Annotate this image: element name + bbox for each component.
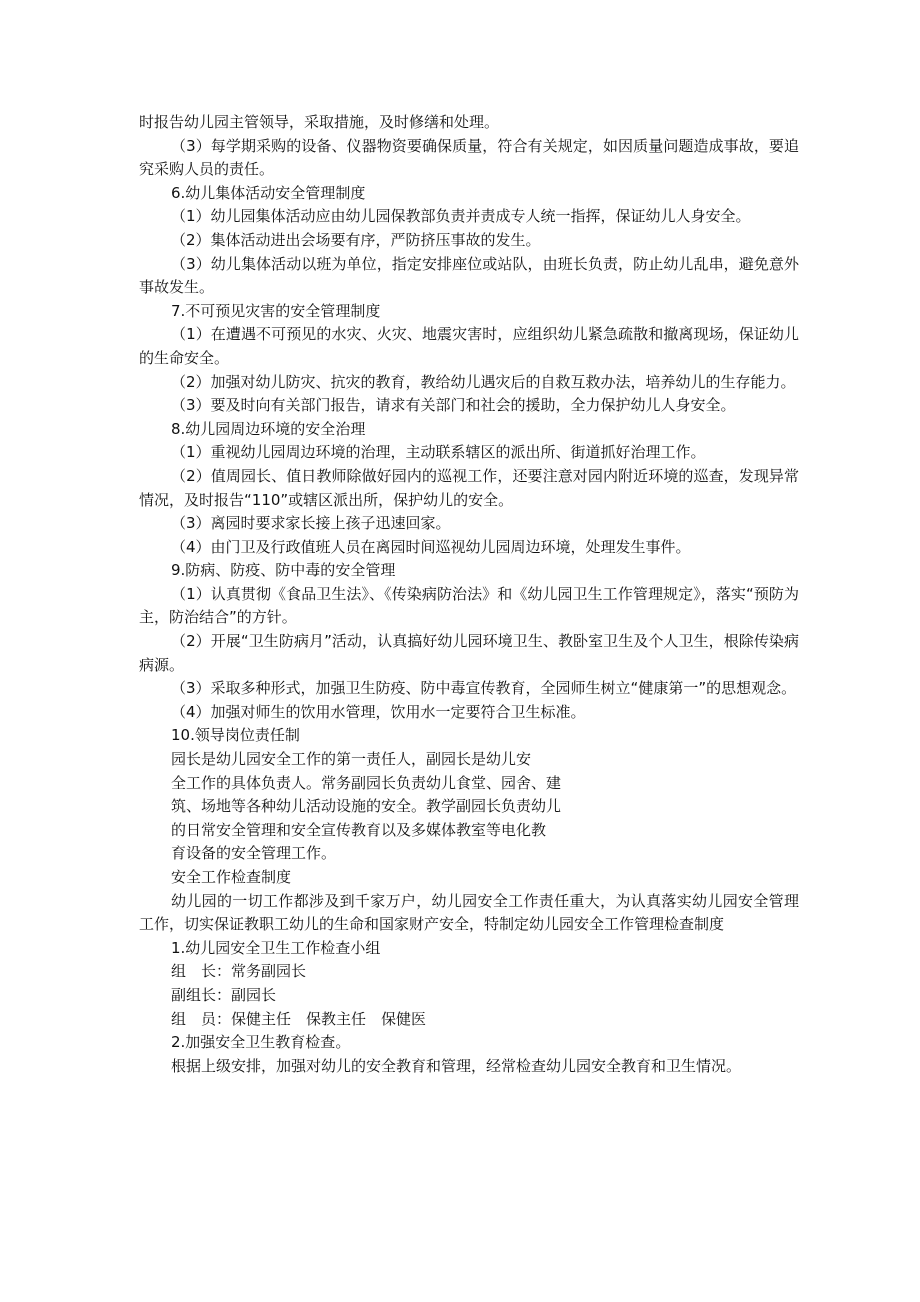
paragraph: （2）加强对幼儿防灾、抗灾的教育，教给幼儿遇灾后的自救互救办法，培养幼儿的生存能力。 — [171, 372, 796, 391]
paragraph: 园长是幼儿园安全工作的第一责任人，副园长是幼儿安 — [171, 750, 532, 769]
paragraph: 安全工作检查制度 — [171, 868, 292, 886]
paragraph: （1）重视幼儿园周边环境的治理，主动联系辖区的派出所、街道抓好治理工作。 — [171, 443, 706, 462]
paragraph: 育设备的安全管理工作。 — [171, 844, 337, 863]
paragraph: （1）幼儿园集体活动应由幼儿园保教部负责并责成专人统一指挥，保证幼儿人身安全。 — [171, 207, 751, 226]
paragraph: （2）开展“卫生防病月”活动，认真搞好幼儿园环境卫生、教卧室卫生及个人卫生，根除传染病病源。 — [139, 632, 799, 674]
paragraph: （3）要及时向有关部门报告，请求有关部门和社会的援助，全力保护幼儿人身安全。 — [171, 396, 736, 415]
paragraph: （4）由门卫及行政值班人员在离园时间巡视幼儿园周边环境，处理发生事件。 — [171, 537, 691, 556]
paragraph: 副组长：副园长 — [171, 985, 277, 1004]
paragraph: （3）幼儿集体活动以班为单位，指定安排座位或站队，由班长负责，防止幼儿乱串，避免意外事故发生。 — [139, 254, 799, 297]
paragraph: 筑、场地等各种幼儿活动设施的安全。教学副园长负责幼儿 — [171, 797, 562, 816]
document-page — [139, 111, 799, 1078]
paragraph: 1.幼儿园安全卫生工作检查小组 — [171, 938, 381, 957]
paragraph: 8.幼儿园周边环境的安全治理 — [171, 419, 366, 438]
paragraph: 幼儿园的一切工作都涉及到千家万户，幼儿园安全工作责任重大，为认真落实幼儿园安全管理工作，切实保证教职工幼儿的生命和国家财产安全，特制定幼儿园安全工作管理检查制度 — [139, 891, 799, 934]
paragraph: （1）在遭遇不可预见的水灾、火灾、地震灾害时，应组织幼儿紧急疏散和撤离现场，保证幼儿的生命安全。 — [139, 325, 799, 367]
paragraph: （2）值周园长、值日教师除做好园内的巡视工作，还要注意对园内附近环境的巡查，发现异常情况，及时报告“110”或辖区派出所，保护幼儿的安全。 — [139, 466, 799, 509]
paragraph: （2）集体活动进出会场要有序，严防挤压事故的发生。 — [171, 230, 541, 249]
paragraph: 6.幼儿集体活动安全管理制度 — [171, 183, 366, 202]
paragraph: 7.不可预见灾害的安全管理制度 — [171, 301, 381, 320]
paragraph: 组 员：保健主任 保教主任 保健医 — [171, 1009, 427, 1028]
paragraph: （3）每学期采购的设备、仪器物资要确保质量，符合有关规定，如因质量问题造成事故，要追究采购人员的责任。 — [139, 136, 799, 179]
paragraph: 2.加强安全卫生教育检查。 — [171, 1033, 351, 1052]
paragraph: 10.领导岗位责任制 — [171, 726, 300, 745]
paragraph: （1）认真贯彻《食品卫生法》、《传染病防治法》和《幼儿园卫生工作管理规定》，落实“预防为主，防治结合”的方针。 — [139, 584, 799, 627]
paragraph: 组 长：常务副园长 — [171, 962, 307, 981]
paragraph: 9.防病、防疫、防中毒的安全管理 — [171, 561, 396, 580]
paragraph: （3）采取多种形式，加强卫生防疫、防中毒宣传教育，全园师生树立“健康第一”的思想观念。 — [171, 679, 797, 698]
paragraph: （4）加强对师生的饮用水管理，饮用水一定要符合卫生标准。 — [171, 702, 586, 721]
paragraph: 时报告幼儿园主管领导，采取措施，及时修缮和处理。 — [139, 113, 500, 131]
paragraph: 根据上级安排，加强对幼儿的安全教育和管理，经常检查幼儿园安全教育和卫生情况。 — [171, 1056, 742, 1075]
paragraph: 全工作的具体负责人。常务副园长负责幼儿食堂、园舍、建 — [171, 773, 562, 792]
paragraph: （3）离园时要求家长接上孩子迅速回家。 — [171, 514, 451, 533]
paragraph: 的日常安全管理和安全宣传教育以及多媒体教室等电化教 — [171, 820, 547, 839]
